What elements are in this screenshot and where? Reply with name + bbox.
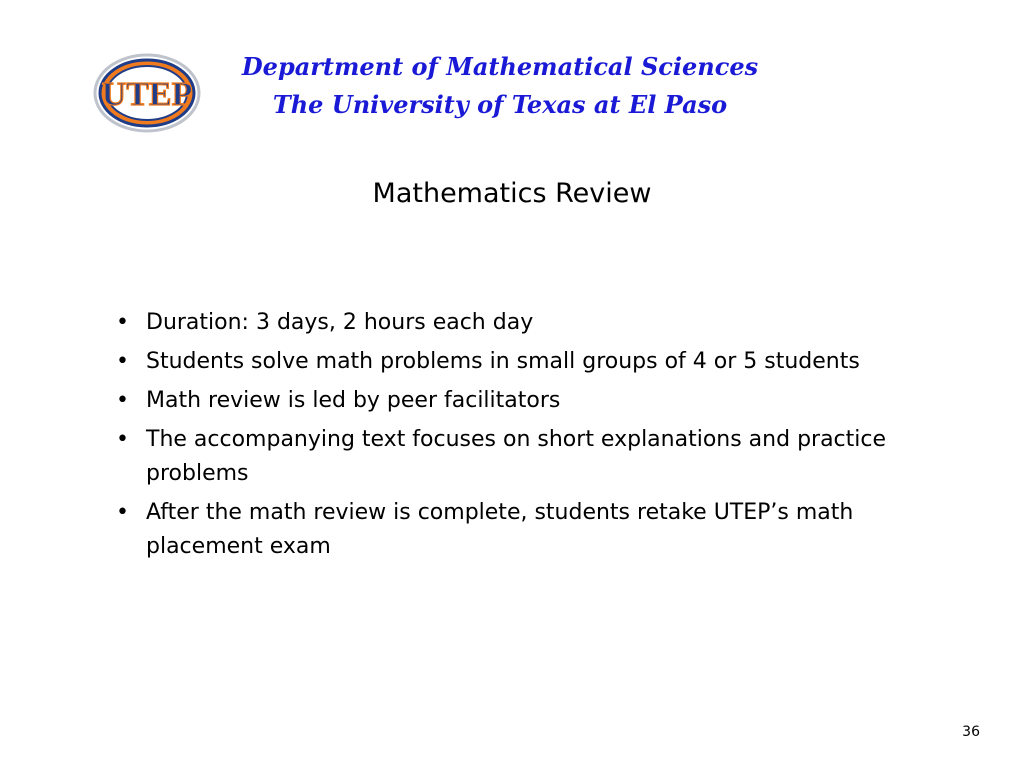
bullet-icon: • [116,500,129,525]
bullet-text: After the math review is complete, students retake UTEP’s math placement exam [146,500,854,559]
bullet-icon: • [116,388,129,413]
university-name: The University of Texas at El Paso [272,90,728,119]
bullet-text: The accompanying text focuses on short explanations and practice problems [146,427,887,486]
department-name: Department of Mathematical Sciences [241,52,759,81]
utep-logo-graphic [92,52,202,134]
slide-header [200,48,800,124]
page-number: 36 [962,724,980,740]
bullet-item [112,423,972,491]
bullet-text: Math review is led by peer facilitators [146,388,561,413]
logo-lettering: UTEP [101,76,193,113]
bullet-item [112,345,972,379]
bullet-text: Duration: 3 days, 2 hours each day [146,310,534,335]
bullet-text: Students solve math problems in small groups of 4 or 5 students [146,349,860,374]
bullet-item [112,384,972,418]
utep-logo [92,52,202,134]
bullet-icon: • [116,427,129,452]
slide-title: Mathematics Review [372,178,652,209]
bullet-icon: • [116,310,129,335]
bullet-item [112,496,972,564]
bullet-item [112,306,972,340]
bullet-list [112,306,972,569]
bullet-icon: • [116,349,129,374]
